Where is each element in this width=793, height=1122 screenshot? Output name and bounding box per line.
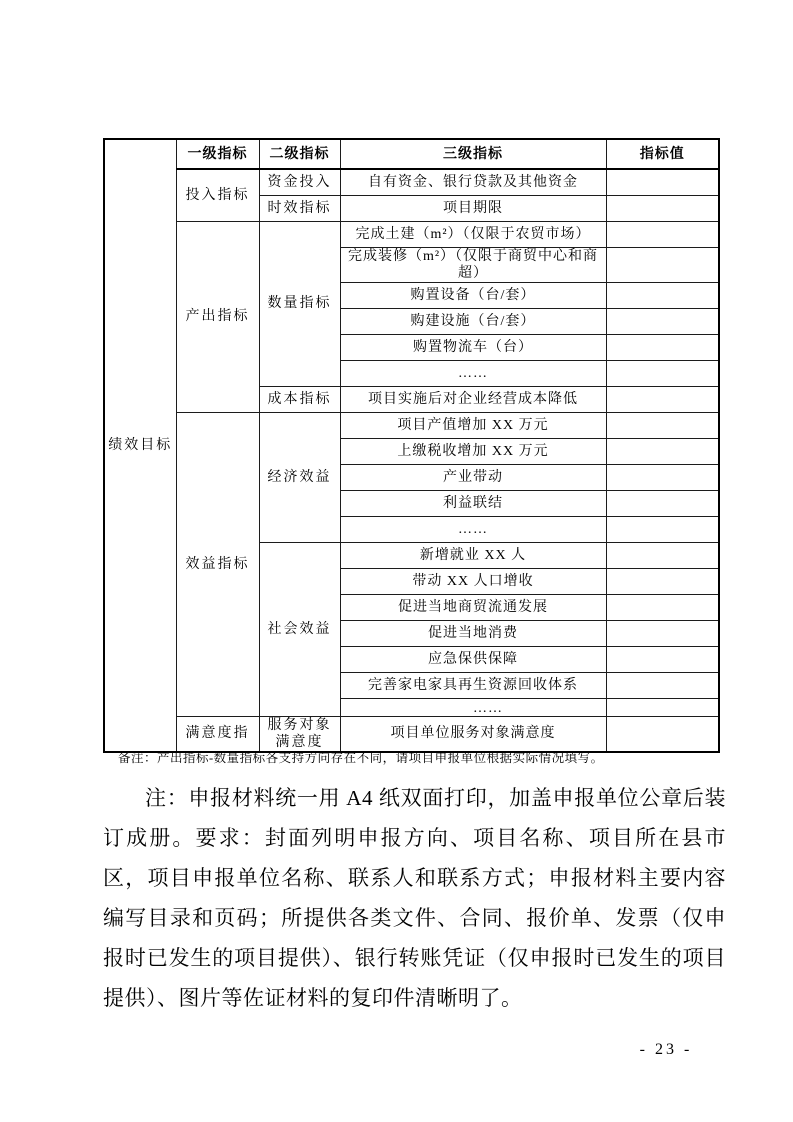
table-row — [104, 716, 719, 752]
performance-indicator-table — [103, 138, 720, 753]
l3-ellipsis: …… — [340, 516, 606, 542]
indicator-value-cell — [606, 334, 719, 360]
indicator-value-cell — [606, 308, 719, 334]
l3-emergency: 应急保供保障 — [340, 646, 606, 672]
l3-consumption: 促进当地消费 — [340, 620, 606, 646]
performance-goal-label: 绩效目标 — [104, 139, 176, 752]
l3-renovation: 完成装修（m²）（仅限于商贸中心和商超） — [340, 247, 606, 282]
indicator-value-cell — [606, 195, 719, 221]
l2-quantity: 数量指标 — [259, 221, 340, 386]
l3-output-value: 项目产值增加 XX 万元 — [340, 412, 606, 438]
indicator-value-cell — [606, 516, 719, 542]
l1-output-indicator: 产出指标 — [176, 221, 259, 412]
l3-logistics: 购置物流车（台） — [340, 334, 606, 360]
header-level3: 三级指标 — [340, 139, 606, 169]
header-level1: 一级指标 — [176, 139, 259, 169]
indicator-value-cell — [606, 360, 719, 386]
table-header-row — [104, 139, 719, 169]
l3-commerce: 促进当地商贸流通发展 — [340, 594, 606, 620]
indicator-value-cell — [606, 672, 719, 698]
table-row — [104, 412, 719, 438]
l3-service-satisfaction: 项目单位服务对象满意度 — [340, 716, 606, 752]
l2-social: 社会效益 — [259, 542, 340, 716]
indicator-value-cell — [606, 386, 719, 412]
indicator-value-cell — [606, 620, 719, 646]
l1-satisfaction-indicator: 满意度指 — [176, 716, 259, 752]
l3-cost-reduction: 项目实施后对企业经营成本降低 — [340, 386, 606, 412]
indicator-value-cell — [606, 542, 719, 568]
l2-economic: 经济效益 — [259, 412, 340, 542]
l3-funds: 自有资金、银行贷款及其他资金 — [340, 169, 606, 195]
l3-employment: 新增就业 XX 人 — [340, 542, 606, 568]
table-row — [104, 221, 719, 247]
header-level2: 二级指标 — [259, 139, 340, 169]
l3-recycling: 完善家电家具再生资源回收体系 — [340, 672, 606, 698]
l2-cost: 成本指标 — [259, 386, 340, 412]
indicator-value-cell — [606, 594, 719, 620]
indicator-value-cell — [606, 698, 719, 716]
l3-tax: 上缴税收增加 XX 万元 — [340, 438, 606, 464]
note-paragraph: 注：申报材料统一用 A4 纸双面打印，加盖申报单位公章后装订成册。要求：封面列明申报方向、项目名称、项目所在县市区，项目申报单位名称、联系人和联系方式；申报材料主要内容编写目录和页码；所提供各类文件、合同、报价单、发票（仅申报时已发生的项目提供）、银行转账凭证（仅申报时已发生的项目提供）、图片等佐证材料的复印件清晰明了。 — [103, 786, 726, 1010]
indicator-value-cell — [606, 247, 719, 282]
indicator-value-cell — [606, 221, 719, 247]
l1-input-indicator: 投入指标 — [176, 169, 259, 221]
l3-equipment: 购置设备（台/套） — [340, 282, 606, 308]
indicator-value-cell — [606, 169, 719, 195]
l2-timeliness: 时效指标 — [259, 195, 340, 221]
l3-interest: 利益联结 — [340, 490, 606, 516]
table-remark: 备注：产出指标-数量指标各支持方向存在不同，请项目申报单位根据实际情况填写。 — [118, 751, 604, 765]
l2-service-satisfaction: 服务对象满意度 — [259, 716, 340, 752]
indicator-value-cell — [606, 716, 719, 752]
indicator-value-cell — [606, 568, 719, 594]
l3-facilities: 购建设施（台/套） — [340, 308, 606, 334]
l1-benefit-indicator: 效益指标 — [176, 412, 259, 716]
indicator-value-cell — [606, 282, 719, 308]
l3-construction: 完成土建（m²）（仅限于农贸市场） — [340, 221, 606, 247]
l3-duration: 项目期限 — [340, 195, 606, 221]
l2-funding: 资金投入 — [259, 169, 340, 195]
indicator-value-cell — [606, 412, 719, 438]
l3-income: 带动 XX 人口增收 — [340, 568, 606, 594]
indicator-value-cell — [606, 464, 719, 490]
table-row — [104, 169, 719, 195]
indicator-value-cell — [606, 490, 719, 516]
indicator-value-cell — [606, 438, 719, 464]
header-indicator-value: 指标值 — [606, 139, 719, 169]
page-number: - 23 - — [639, 1041, 693, 1058]
l3-industry: 产业带动 — [340, 464, 606, 490]
indicator-value-cell — [606, 646, 719, 672]
l3-ellipsis: …… — [340, 360, 606, 386]
l3-ellipsis: …… — [340, 698, 606, 716]
